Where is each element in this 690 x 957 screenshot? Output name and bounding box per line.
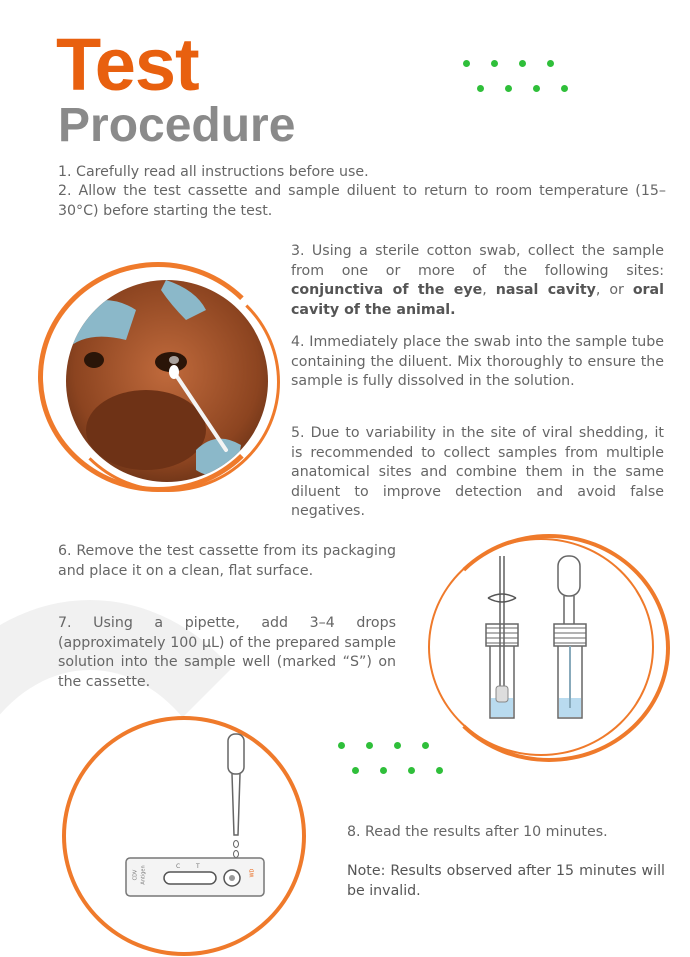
step-3: 3. Using a sterile cotton swab, collect the sample from one or more of the following sites: conjunctiva of the eye, nasal cavity, or oral cavity of the animal. bbox=[291, 243, 664, 318]
step-8: 8. Read the results after 10 minutes. bbox=[347, 824, 608, 840]
title-test: Test bbox=[56, 23, 199, 106]
step-1: 1. Carefully read all instructions before use. bbox=[58, 164, 369, 180]
site-eye: conjunctiva of the eye bbox=[291, 282, 483, 298]
cassette-illustration bbox=[120, 730, 280, 905]
title-procedure: Procedure bbox=[58, 99, 296, 152]
site-oral: oral cavity of the animal. bbox=[291, 282, 664, 318]
site-nasal: nasal cavity bbox=[495, 282, 596, 298]
decorative-dots-bottom bbox=[338, 742, 450, 774]
step-6: 6. Remove the test cassette from its packaging and place it on a clean, flat surface. bbox=[58, 543, 396, 579]
tube-illustration bbox=[460, 548, 630, 738]
step-4: 4. Immediately place the swab into the sample tube containing the diluent. Mix thoroughly to ensure the sample is fully dissolved in the solution. bbox=[291, 334, 664, 389]
step-7: 7. Using a pipette, add 3–4 drops (approximately 100 µL) of the prepared sample solution into the sample well (marked “S”) on the cassette. bbox=[58, 615, 396, 690]
step-5: 5. Due to variability in the site of viral shedding, it is recommended to collect samples from multiple anatomical sites and combine them in the same diluent to improve detection and avoid false negatives. bbox=[291, 425, 664, 519]
cassette-mark-t: T bbox=[196, 863, 200, 870]
cassette-maker-logo: WD bbox=[249, 868, 256, 878]
cassette-mark-c: C bbox=[176, 863, 181, 870]
invalid-note: Note: Results observed after 15 minutes will be invalid. bbox=[347, 863, 665, 899]
dog-swab-photo bbox=[66, 280, 268, 482]
decorative-dots-top bbox=[463, 60, 575, 92]
cassette-brand-1: CDV bbox=[132, 869, 139, 881]
step-2: 2. Allow the test cassette and sample diluent to return to room temperature (15–30°C) before starting the test. bbox=[58, 183, 666, 219]
cassette-brand-2: Antigen bbox=[140, 865, 147, 885]
